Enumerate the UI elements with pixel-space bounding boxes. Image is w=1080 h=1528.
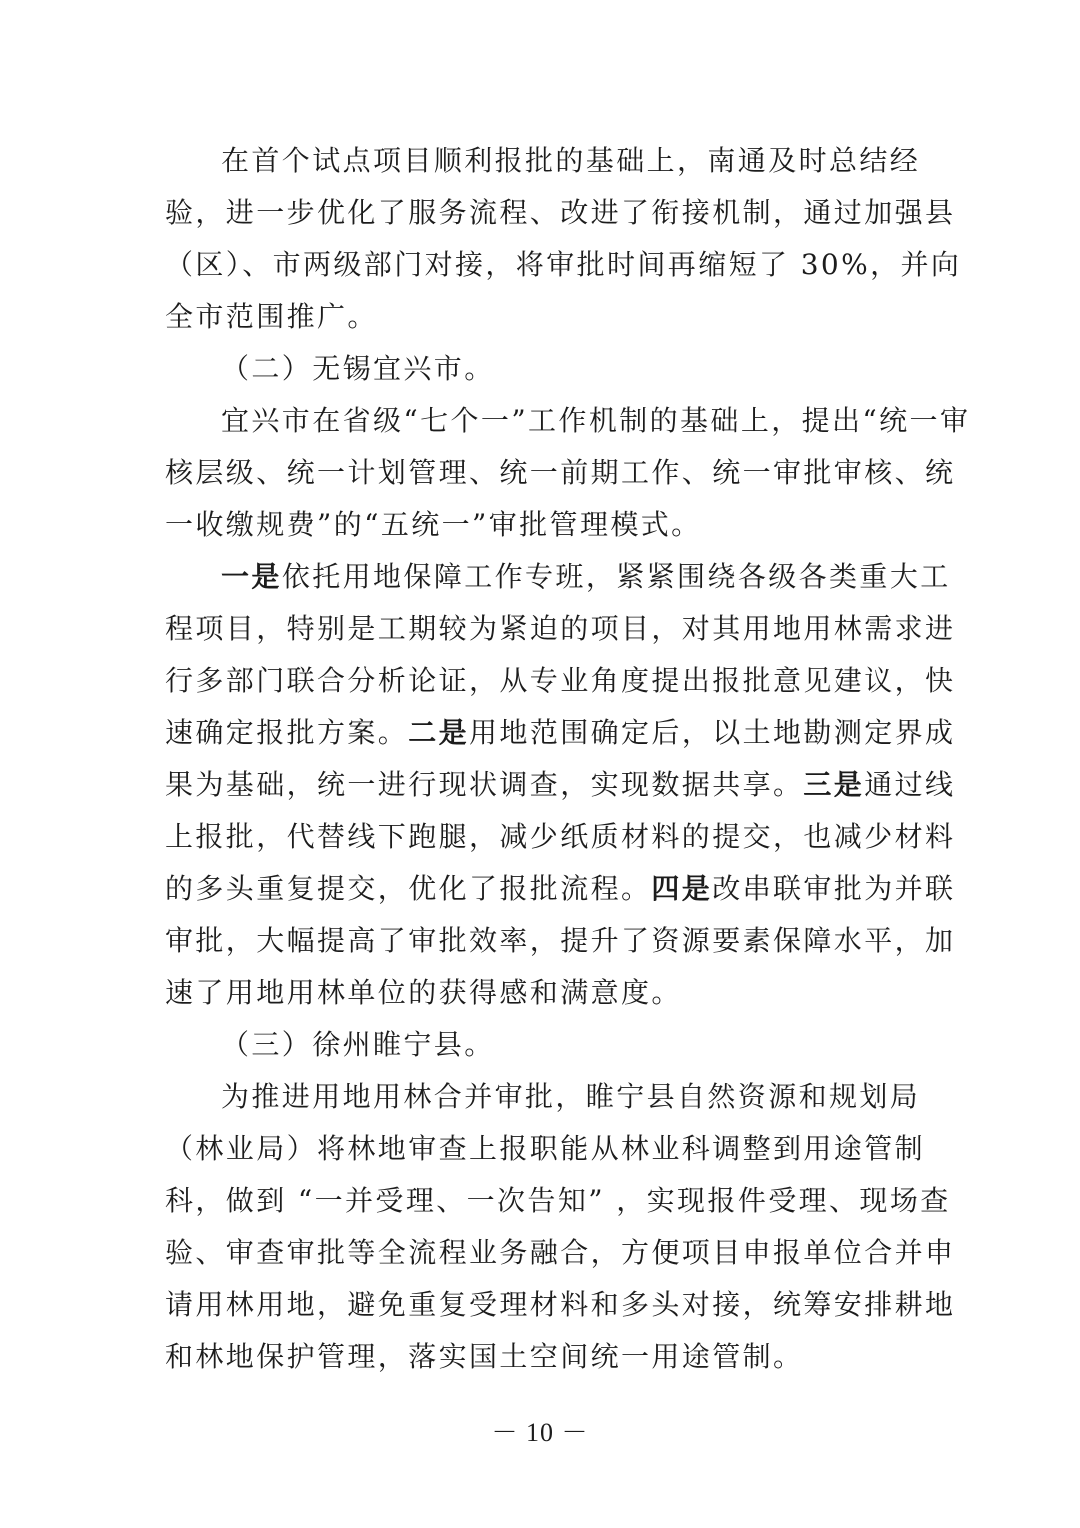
paragraph-line xyxy=(165,759,956,811)
emphasis-er-shi: 二是 xyxy=(408,716,470,749)
line-text: 依托用地保障工作专班，紧紧围绕各级各类重大工 xyxy=(281,560,951,593)
paragraph-line: 在首个试点项目顺利报批的基础上，南通及时总结经 xyxy=(221,144,921,177)
paragraph-line: 验、审查审批等全流程业务融合，方便项目申报单位合并申 xyxy=(165,1236,956,1269)
section-heading-wuxi-yixing: （二）无锡宜兴市。 xyxy=(221,352,495,385)
paragraph-line xyxy=(165,863,956,915)
line-text: 速确定报批方案。 xyxy=(165,716,409,749)
paragraph-line: 速了用地用林单位的获得感和满意度。 xyxy=(165,976,682,1009)
line-text: 改串联审批为并联 xyxy=(712,872,956,905)
document-body xyxy=(165,135,971,1383)
line-text: 的多头重复提交，优化了报批流程。 xyxy=(165,872,652,905)
paragraph-line: 验，进一步优化了服务流程、改进了衔接机制，通过加强县 xyxy=(165,196,956,229)
paragraph-line: 全市范围推广。 xyxy=(165,300,378,333)
line-text: 果为基础，统一进行现状调查，实现数据共享。 xyxy=(165,768,804,801)
paragraph-line: 为推进用地用林合并审批，睢宁县自然资源和规划局 xyxy=(221,1080,921,1113)
paragraph-line: 行多部门联合分析论证，从专业角度提出报批意见建议，快 xyxy=(165,664,956,697)
line-text: 通过线 xyxy=(864,768,956,801)
paragraph-line xyxy=(165,707,956,759)
line-text: 用地范围确定后，以土地勘测定界成 xyxy=(469,716,956,749)
paragraph-line: 和林地保护管理，落实国土空间统一用途管制。 xyxy=(165,1340,804,1373)
paragraph-line: （林业局）将林地审查上报职能从林业科调整到用途管制 xyxy=(165,1132,926,1165)
page-number: － 10 － xyxy=(491,1418,589,1447)
section-heading-xuzhou-suining: （三）徐州睢宁县。 xyxy=(221,1028,495,1061)
emphasis-yi-shi: 一是 xyxy=(221,560,282,593)
paragraph-line: 请用林用地，避免重复受理材料和多头对接，统筹安排耕地 xyxy=(165,1288,956,1321)
paragraph-line xyxy=(165,551,951,603)
emphasis-si-shi: 四是 xyxy=(651,872,713,905)
paragraph-line: 宜兴市在省级“七个一”工作机制的基础上，提出“统一审 xyxy=(221,404,971,437)
paragraph-line: 科，做到 “一并受理、一次告知” ，实现报件受理、现场查 xyxy=(165,1184,951,1217)
paragraph-line: 核层级、统一计划管理、统一前期工作、统一审批审核、统 xyxy=(165,456,956,489)
paragraph-line: （区）、市两级部门对接，将审批时间再缩短了 30%，并向 xyxy=(165,248,962,281)
paragraph-line: 程项目，特别是工期较为紧迫的项目，对其用地用林需求进 xyxy=(165,612,956,645)
paragraph-line: 上报批，代替线下跑腿，减少纸质材料的提交，也减少材料 xyxy=(165,820,956,853)
emphasis-san-shi: 三是 xyxy=(803,768,865,801)
paragraph-line: 一收缴规费”的“五统一”审批管理模式。 xyxy=(165,508,702,541)
paragraph-line: 审批，大幅提高了审批效率，提升了资源要素保障水平，加 xyxy=(165,924,956,957)
